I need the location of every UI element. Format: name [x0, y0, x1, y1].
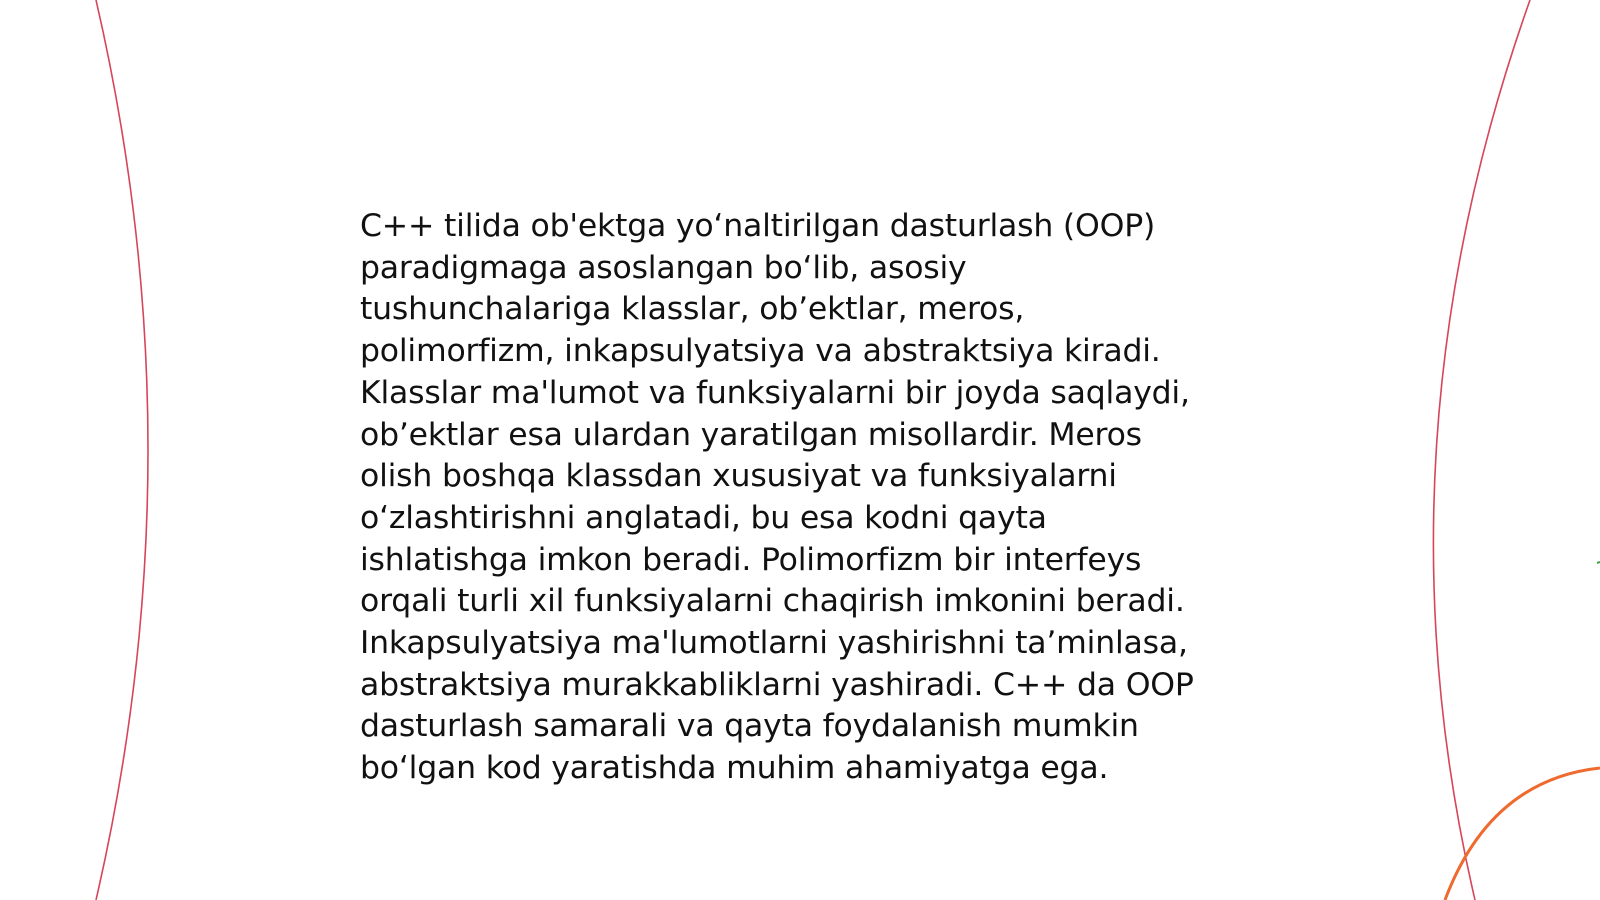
body-text: C++ tilida ob'ektga yo‘naltirilgan dasturlash (OOP) paradigmaga asoslangan bo‘lib, asosiy tushunchalariga klasslar, ob’ektlar, meros, polimorfizm, inkapsulyatsiya va abstraktsiya kiradi. Klasslar ma'lumot va funksiyalarni bir joyda saqlaydi, ob’ektlar esa ulardan yaratilgan misollardir. Meros olish boshqa klassdan xususiyat va funksiyalarni o‘zlashtirishni anglatadi, bu esa kodni qayta ishlatishga imkon beradi. Polimorfizm bir interfeys orqali turli xil funksiyalarni chaqirish imkonini beradi. Inkapsulyatsiya ma'lumotlarni yashirishni ta’minlasa, abstraktsiya murakkabliklarni yashiradi. C++ da OOP dasturlash samarali va qayta foydalanish mumkin bo‘lgan kod yaratishda muhim ahamiyatga ega. [360, 208, 1194, 787]
right-curve-line [1433, 0, 1530, 900]
orange-arc [1445, 768, 1600, 900]
left-curve-line [96, 0, 148, 900]
